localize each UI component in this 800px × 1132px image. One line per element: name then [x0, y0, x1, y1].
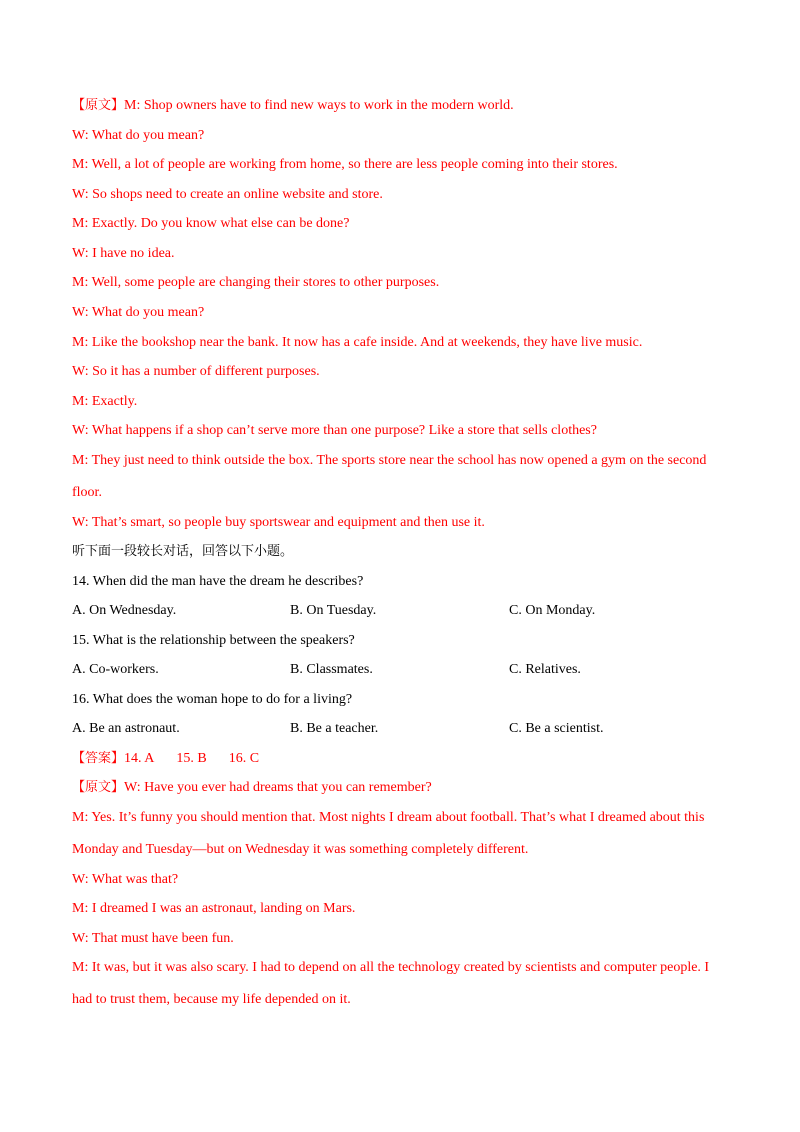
- transcript-line: M: It was, but it was also scary. I had to depend on all the technology created by scientists and computer people. I: [72, 960, 710, 975]
- transcript-line: W: That must have been fun.: [72, 931, 234, 946]
- transcript-line: W: What do you mean?: [72, 128, 205, 143]
- question-stem: 16. What does the woman hope to do for a living?: [72, 692, 353, 707]
- option-c: C. Be a scientist.: [509, 721, 604, 736]
- transcript-line: W: I have no idea.: [72, 246, 175, 261]
- transcript-label: 【原文】: [72, 98, 125, 113]
- transcript-line: M: I dreamed I was an astronaut, landing on Mars.: [72, 901, 356, 916]
- answer-item: 14. A: [124, 751, 155, 766]
- transcript-line: M: Exactly. Do you know what else can be done?: [72, 216, 350, 231]
- option-a: A. On Wednesday.: [72, 603, 177, 618]
- transcript-line: W: What happens if a shop can’t serve more than one purpose? Like a store that sells clothes?: [72, 423, 597, 438]
- transcript-line: W: What do you mean?: [72, 305, 205, 320]
- transcript-line: 【原文】W: Have you ever had dreams that you can remember?: [72, 780, 432, 795]
- option-b: B. Be a teacher.: [290, 721, 379, 736]
- transcript-line: Monday and Tuesday—but on Wednesday it was something completely different.: [72, 842, 529, 857]
- transcript-line: M: Well, some people are changing their stores to other purposes.: [72, 275, 440, 290]
- option-b: B. On Tuesday.: [290, 603, 377, 618]
- option-c: C. Relatives.: [509, 662, 581, 677]
- transcript-line: 【原文】M: Shop owners have to find new ways to work in the modern world.: [72, 98, 514, 113]
- answer-line: [72, 751, 281, 767]
- option-a: A. Co-workers.: [72, 662, 159, 677]
- question-stem: 14. When did the man have the dream he describes?: [72, 574, 364, 589]
- transcript-line: M: Exactly.: [72, 394, 138, 409]
- option-b: B. Classmates.: [290, 662, 373, 677]
- transcript-line: W: So shops need to create an online website and store.: [72, 187, 383, 202]
- transcript-line: floor.: [72, 485, 102, 500]
- answer-item: 16. C: [228, 751, 260, 766]
- question-stem: 15. What is the relationship between the speakers?: [72, 633, 355, 648]
- section-instruction: 听下面一段较长对话，回答以下小题。: [72, 544, 294, 559]
- transcript-line: M: Like the bookshop near the bank. It now has a cafe inside. And at weekends, they have live music.: [72, 335, 643, 350]
- transcript-line: W: So it has a number of different purposes.: [72, 364, 320, 379]
- transcript-line: had to trust them, because my life depended on it.: [72, 992, 351, 1007]
- transcript-line: W: That’s smart, so people buy sportswear and equipment and then use it.: [72, 515, 485, 530]
- transcript-line: W: What was that?: [72, 872, 179, 887]
- transcript-line: M: Well, a lot of people are working from home, so there are less people coming into their stores.: [72, 157, 618, 172]
- transcript-line: M: They just need to think outside the box. The sports store near the school has now opened a gym on the second: [72, 453, 707, 468]
- option-c: C. On Monday.: [509, 603, 596, 618]
- answer-label: 【答案】: [72, 751, 125, 766]
- transcript-label: 【原文】: [72, 780, 125, 795]
- answer-item: 15. B: [176, 751, 207, 766]
- option-a: A. Be an astronaut.: [72, 721, 180, 736]
- transcript-line: M: Yes. It’s funny you should mention that. Most nights I dream about football. That’s what I dreamed about this: [72, 810, 705, 825]
